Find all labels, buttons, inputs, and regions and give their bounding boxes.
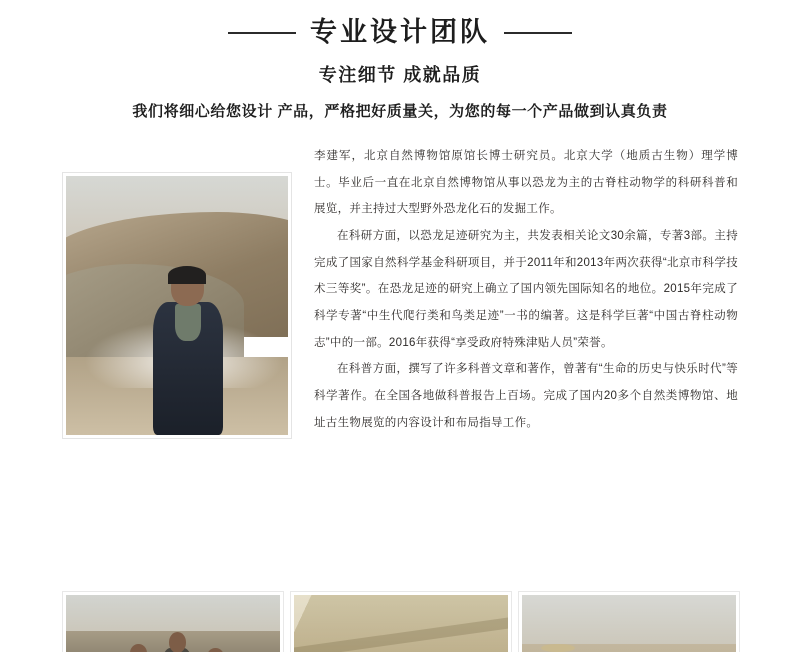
portrait-illustration [66,176,288,435]
rock-wall-pointing-photo [291,592,511,652]
bio-paragraph-2: 在科研方面，以恐龙足迹研究为主，共发表相关论文30余篇，专著3部。主持完成了国家自然科学基金科研项目，并于2011年和2013年两次获得“北京市科学技术三等奖”。在恐龙足迹的研究上确立了国内领先国际知名的地位。2015年完成了科学专著“中生代爬行类和鸟类足迹”一书的编著。这是科学巨著“中国古脊柱动物志”中的一部。2016年获得“享受政府特殊津贴人员”荣誉。 [314,230,738,349]
person-shirt [175,304,201,340]
photo-gallery [63,592,740,652]
group-audience-photo [519,592,739,652]
person-figure [150,269,225,435]
sky-layer [522,595,736,651]
rockwall-illustration [294,595,508,652]
title-rule-left [228,32,296,34]
person-hair [168,266,206,284]
bio-paragraph-3: 在科普方面，撰写了许多科普文章和著作，曾著有“生命的历史与快乐时代”等科学著作。在全国各地做科普报告上百场。完成了国内20多个自然类博物馆、地址古生物展览的内容设计和布局指导工作。 [314,363,738,429]
title-row [0,18,800,48]
page-subtitle: 专注细节 成就品质 [318,64,482,85]
portrait-photo [63,173,291,438]
person-head [169,632,186,652]
fieldwork-group-photo [63,592,283,652]
header [0,0,800,121]
bio-paragraph-1: 李建军，北京自然博物馆原馆长博士研究员。北京大学（地质古生物）理学博士。毕业后一直在北京自然博物馆从事以恐龙为主的古脊柱动物学的科研科普和展览，并主持过大型野外恐龙化石的发掘工作。 [314,150,738,216]
audience-illustration [522,595,736,652]
content-area [0,140,800,438]
page-title: 专业设计团队 [310,17,490,47]
group-illustration [66,595,280,652]
bio-block [0,140,800,438]
bio-text [291,140,738,436]
page-lead: 我们将细心给您设计 产品，严格把好质量关，为您的每一个产品做到认真负责 [132,102,668,120]
title-rule-right [504,32,572,34]
